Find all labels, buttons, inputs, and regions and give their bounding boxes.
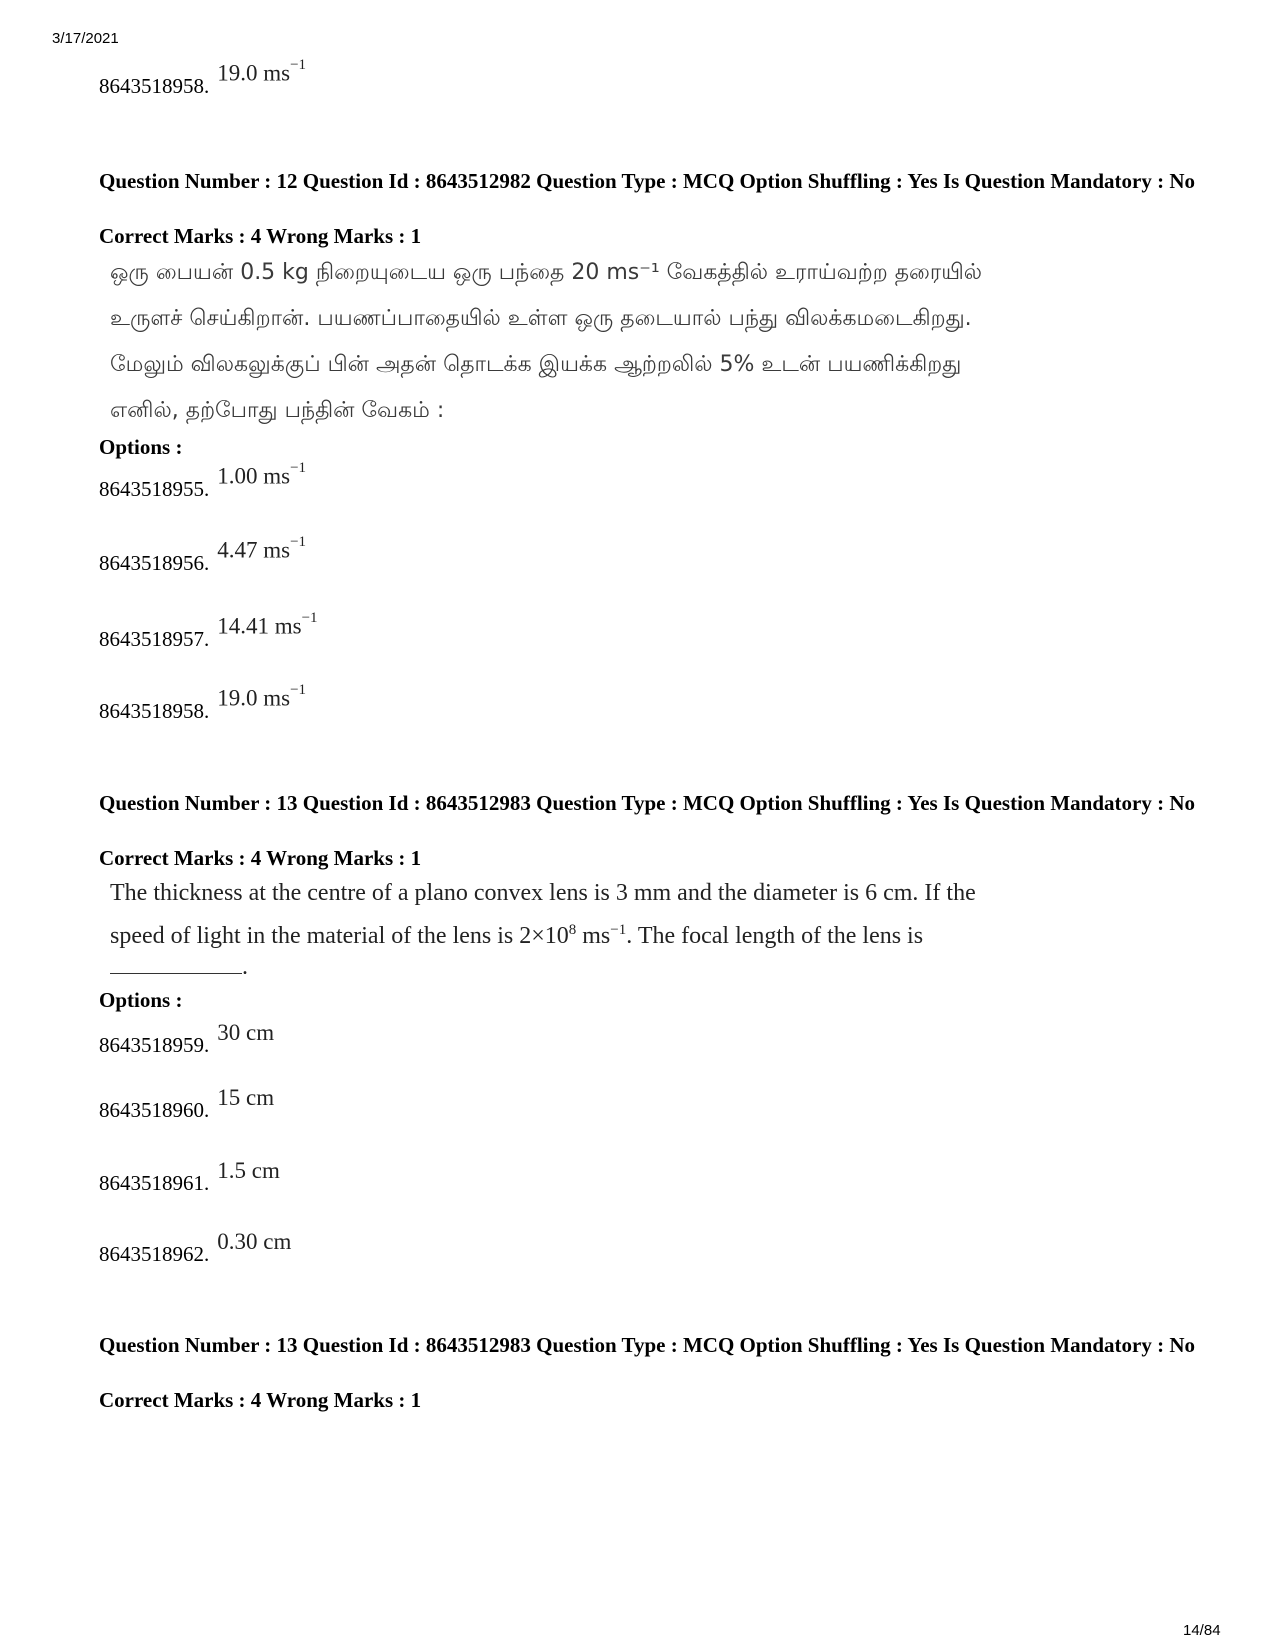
option-value: 4.47 $ms^{-1}$ <box>217 534 307 563</box>
option-id: 8643518959. <box>99 1033 210 1057</box>
option-row <box>99 1158 280 1196</box>
option-id: 8643518962. <box>99 1242 210 1266</box>
option-row <box>99 534 307 576</box>
option-row <box>99 610 318 652</box>
question-12-text <box>110 258 1120 442</box>
option-id: 8643518955. <box>99 476 210 501</box>
option-value: 19.0 $ms^{-1}$ <box>217 682 307 711</box>
question-13-repeat-marks: Correct Marks : 4 Wrong Marks : 1 <box>99 1388 422 1412</box>
question-13-repeat-header: Question Number : 13 Question Id : 8643512983 Question Type : MCQ Option Shuffling : Yes Is Question Mandatory : No <box>99 1333 1195 1357</box>
question-13-text <box>110 878 1120 989</box>
option-id: 8643518961. <box>99 1171 210 1195</box>
options-label: Options : <box>99 988 183 1012</box>
option-value: 19.0 $ms^{-1}$ <box>217 57 307 86</box>
question-13-header: Question Number : 13 Question Id : 8643512983 Question Type : MCQ Option Shuffling : Yes Is Question Mandatory : No <box>99 791 1195 815</box>
question-text-line: உருளச் செய்கிறான். பயணப்பாதையில் உள்ள ஒரு தடையால் பந்து விலக்கமடைகிறது. <box>110 306 972 331</box>
print-date: 3/17/2021 <box>52 30 119 47</box>
option-row <box>99 682 307 724</box>
options-label: Options : <box>99 435 183 459</box>
option-value: 15 cm <box>217 1085 275 1110</box>
option-id: 8643518956. <box>99 550 210 575</box>
question-12-header: Question Number : 12 Question Id : 8643512982 Question Type : MCQ Option Shuffling : Yes Is Question Mandatory : No <box>99 169 1195 193</box>
option-id: 8643518958. <box>99 73 210 98</box>
option-value: 1.00 $ms^{-1}$ <box>217 460 307 489</box>
question-text-line: ஒரு பையன் 0.5 kg நிறையுடைய ஒரு பந்தை 20 ms⁻¹ வேகத்தில் உராய்வற்ற தரையில் <box>110 260 983 285</box>
option-value: 30 cm <box>217 1020 275 1045</box>
question-text-line: எனில், தற்போது பந்தின் வேகம் : <box>110 398 445 423</box>
question-13-marks: Correct Marks : 4 Wrong Marks : 1 <box>99 846 422 870</box>
option-value: 14.41 $ms^{-1}$ <box>217 610 318 639</box>
page-number: 14/84 <box>1183 1622 1221 1639</box>
option-id: 8643518960. <box>99 1098 210 1122</box>
option-row <box>99 460 307 502</box>
option-id: 8643518958. <box>99 698 210 723</box>
option-row <box>99 57 307 99</box>
question-text-line: speed of light in the material of the lens is $2\times 10^8$ $ms^{-1}$. The focal length of the lens is <box>110 922 924 949</box>
option-row <box>99 1020 275 1058</box>
answer-blank <box>110 955 242 974</box>
question-text-line: . <box>110 952 1120 989</box>
option-id: 8643518957. <box>99 626 210 651</box>
option-row <box>99 1085 275 1123</box>
option-value: 1.5 cm <box>217 1158 280 1183</box>
question-text-line: The thickness at the centre of a plano convex lens is 3 mm and the diameter is 6 cm. If the <box>110 880 976 906</box>
option-row <box>99 1229 292 1267</box>
question-12-marks: Correct Marks : 4 Wrong Marks : 1 <box>99 224 422 248</box>
option-value: 0.30 cm <box>217 1229 292 1254</box>
question-text-line: மேலும் விலகலுக்குப் பின் அதன் தொடக்க இயக்க ஆற்றலில் 5% உடன் பயணிக்கிறது <box>110 352 962 377</box>
